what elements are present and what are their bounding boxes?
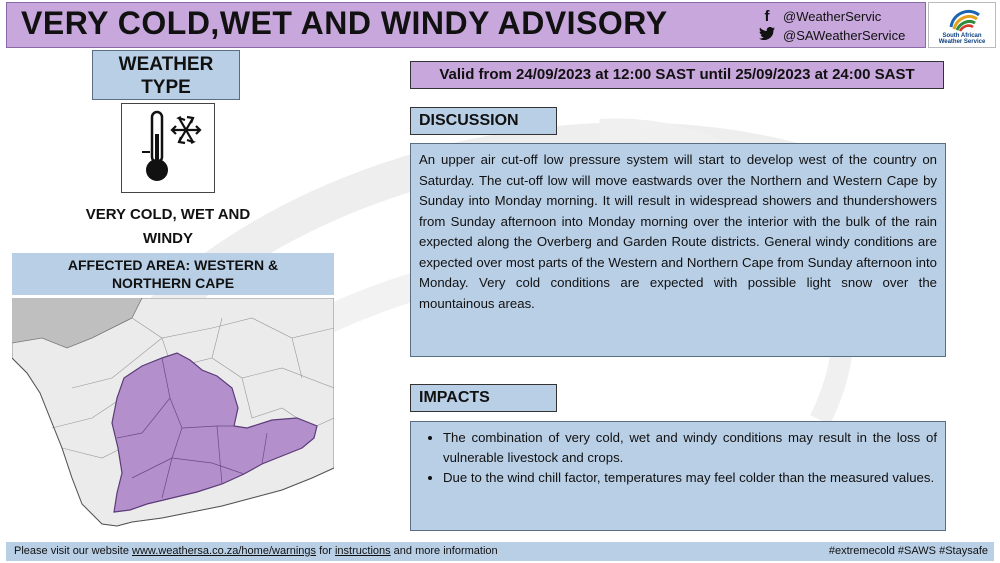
instructions-link[interactable]: instructions (334, 545, 391, 557)
twitter-icon (759, 26, 775, 45)
impacts-list (419, 428, 937, 488)
thermometer-snowflake-icon (121, 103, 215, 193)
weather-type-heading: WEATHER TYPE (92, 50, 240, 100)
impact-item: • The combination of very cold, wet and windy conditions may result in the loss of vulnerable livestock and crops. (443, 428, 937, 468)
saws-logo-mark (929, 3, 995, 33)
facebook-icon: f (764, 8, 770, 25)
weather-type-label: VERY COLD, WET AND WINDY (85, 206, 251, 247)
saws-logo (928, 2, 996, 48)
footer-hashtags: #extremecold #SAWS #Staysafe (828, 545, 988, 557)
affected-area-heading: AFFECTED AREA: WESTERN & NORTHERN CAPE (12, 253, 334, 295)
footer-bar (6, 542, 994, 561)
impacts-heading: IMPACTS (410, 384, 557, 412)
discussion-heading: DISCUSSION (410, 107, 557, 135)
footer-notice: Please visit our website www.weathersa.co.za/home/warnings for instructions and more information (14, 545, 498, 557)
affected-area-map (12, 298, 334, 536)
twitter-row[interactable] (759, 26, 905, 45)
facebook-row[interactable] (759, 7, 905, 26)
saws-logo-text: South African Weather Service (938, 33, 986, 45)
validity-period: Valid from 24/09/2023 at 12:00 SAST until 25/09/2023 at 24:00 SAST (410, 61, 944, 89)
impact-item: • Due to the wind chill factor, temperatures may feel colder than the measured values. (443, 468, 937, 488)
discussion-text: An upper air cut-off low pressure system will start to develop west of the country on Saturday. The cut-off low will move eastwards over the Northern and Western Cape by Sunday into Monday morning. It will result in widespread showers and thundershowers from Sunday afternoon into Monday morning over the interior with the bulk of the rain expected along the Overberg and Garden Route districts. General windy conditions are expected over most parts of the Western and Northern Cape from Sunday afternoon into Monday. Very cold conditions are expected with possible light snow over the mountainous areas. (410, 143, 946, 357)
twitter-handle[interactable]: @SAWeatherService (783, 28, 906, 43)
facebook-handle[interactable]: @WeatherServic (783, 9, 882, 24)
advisory-title: VERY COLD,WET AND WINDY ADVISORY (21, 5, 668, 41)
website-link[interactable]: www.weathersa.co.za/home/warnings (132, 545, 317, 557)
header-bar (6, 2, 926, 48)
impacts-box (410, 421, 946, 531)
social-handles (759, 7, 905, 45)
